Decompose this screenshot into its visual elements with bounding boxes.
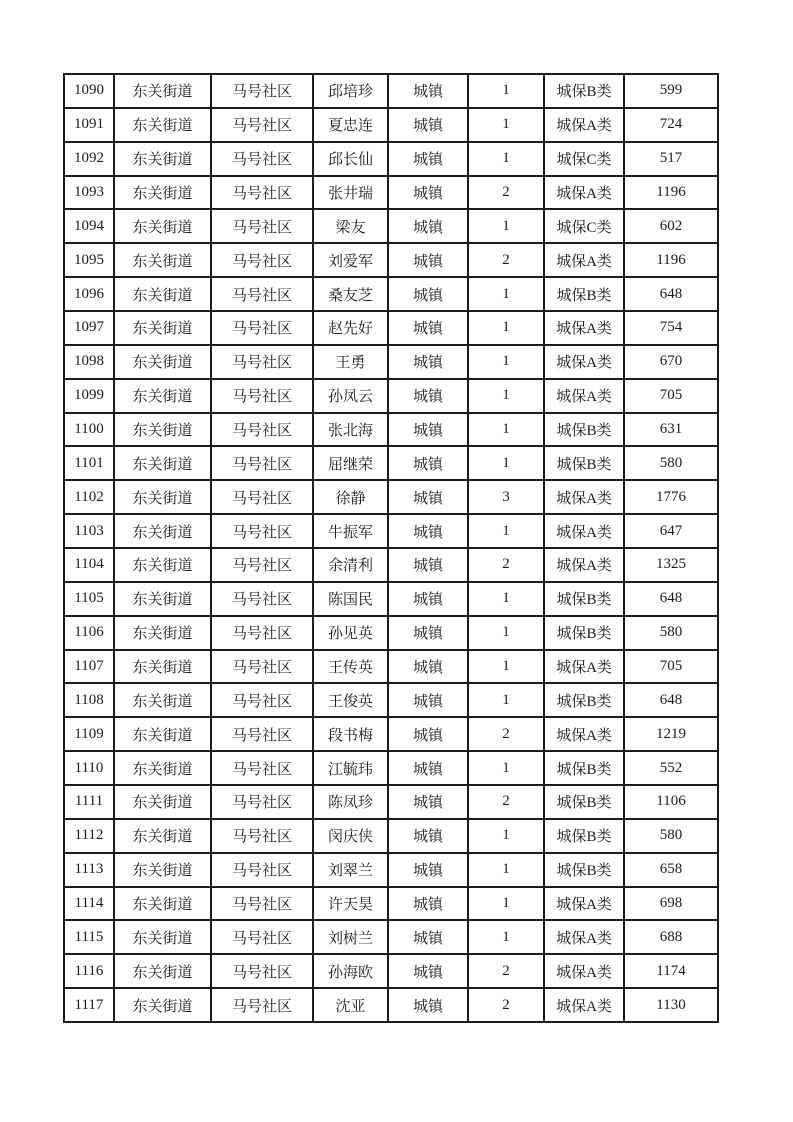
cell-residence-type: 城镇 [388,413,468,447]
cell-row-number: 1099 [64,379,114,413]
cell-amount: 517 [624,142,718,176]
cell-community: 马号社区 [211,650,313,684]
cell-person-name: 王勇 [313,345,388,379]
cell-amount: 648 [624,582,718,616]
table-row [64,108,718,142]
cell-street: 东关街道 [114,311,211,345]
cell-insurance-category: 城保B类 [544,853,624,887]
cell-row-number: 1114 [64,887,114,921]
cell-household-count: 1 [468,74,544,108]
cell-row-number: 1104 [64,548,114,582]
cell-household-count: 3 [468,480,544,514]
cell-insurance-category: 城保B类 [544,413,624,447]
cell-amount: 648 [624,277,718,311]
cell-street: 东关街道 [114,751,211,785]
cell-insurance-category: 城保A类 [544,379,624,413]
cell-community: 马号社区 [211,514,313,548]
cell-row-number: 1115 [64,920,114,954]
table-row [64,176,718,210]
table-row [64,582,718,616]
table-row [64,345,718,379]
cell-row-number: 1093 [64,176,114,210]
cell-household-count: 1 [468,277,544,311]
cell-person-name: 孙见英 [313,616,388,650]
cell-person-name: 许天昊 [313,887,388,921]
cell-street: 东关街道 [114,243,211,277]
cell-street: 东关街道 [114,277,211,311]
cell-street: 东关街道 [114,142,211,176]
cell-community: 马号社区 [211,176,313,210]
table-row [64,954,718,988]
cell-amount: 1776 [624,480,718,514]
cell-household-count: 1 [468,413,544,447]
cell-row-number: 1095 [64,243,114,277]
cell-row-number: 1116 [64,954,114,988]
cell-insurance-category: 城保B类 [544,74,624,108]
cell-community: 马号社区 [211,920,313,954]
cell-person-name: 邱长仙 [313,142,388,176]
cell-insurance-category: 城保A类 [544,345,624,379]
cell-person-name: 沈亚 [313,988,388,1022]
table-row [64,209,718,243]
table-row [64,514,718,548]
table-row [64,819,718,853]
cell-household-count: 2 [468,548,544,582]
cell-household-count: 1 [468,345,544,379]
cell-person-name: 孙海欧 [313,954,388,988]
cell-residence-type: 城镇 [388,446,468,480]
cell-household-count: 1 [468,751,544,785]
cell-street: 东关街道 [114,108,211,142]
cell-residence-type: 城镇 [388,480,468,514]
cell-row-number: 1107 [64,650,114,684]
cell-community: 马号社区 [211,548,313,582]
cell-amount: 1174 [624,954,718,988]
cell-community: 马号社区 [211,108,313,142]
cell-residence-type: 城镇 [388,209,468,243]
cell-person-name: 王传英 [313,650,388,684]
cell-amount: 647 [624,514,718,548]
cell-household-count: 1 [468,920,544,954]
cell-person-name: 刘爱军 [313,243,388,277]
table-row [64,548,718,582]
cell-household-count: 2 [468,954,544,988]
cell-household-count: 2 [468,717,544,751]
cell-community: 马号社区 [211,74,313,108]
cell-household-count: 1 [468,108,544,142]
cell-row-number: 1105 [64,582,114,616]
cell-community: 马号社区 [211,277,313,311]
table-row [64,142,718,176]
cell-person-name: 王俊英 [313,683,388,717]
table-row [64,446,718,480]
cell-residence-type: 城镇 [388,920,468,954]
cell-street: 东关街道 [114,683,211,717]
table-row [64,413,718,447]
cell-residence-type: 城镇 [388,785,468,819]
cell-row-number: 1106 [64,616,114,650]
cell-residence-type: 城镇 [388,345,468,379]
cell-insurance-category: 城保B类 [544,785,624,819]
cell-street: 东关街道 [114,345,211,379]
cell-amount: 599 [624,74,718,108]
cell-residence-type: 城镇 [388,548,468,582]
cell-residence-type: 城镇 [388,954,468,988]
cell-insurance-category: 城保A类 [544,920,624,954]
cell-row-number: 1111 [64,785,114,819]
table-row [64,920,718,954]
cell-insurance-category: 城保A类 [544,988,624,1022]
cell-street: 东关街道 [114,853,211,887]
table-row [64,717,718,751]
cell-insurance-category: 城保A类 [544,717,624,751]
cell-row-number: 1117 [64,988,114,1022]
cell-person-name: 屈继荣 [313,446,388,480]
cell-street: 东关街道 [114,717,211,751]
cell-household-count: 1 [468,683,544,717]
welfare-table [63,73,719,1023]
cell-row-number: 1096 [64,277,114,311]
cell-household-count: 2 [468,785,544,819]
cell-residence-type: 城镇 [388,683,468,717]
cell-amount: 1196 [624,243,718,277]
cell-residence-type: 城镇 [388,176,468,210]
cell-row-number: 1091 [64,108,114,142]
table-row [64,74,718,108]
table-row [64,887,718,921]
cell-household-count: 2 [468,988,544,1022]
cell-residence-type: 城镇 [388,142,468,176]
cell-amount: 1130 [624,988,718,1022]
cell-community: 马号社区 [211,954,313,988]
cell-community: 马号社区 [211,582,313,616]
cell-amount: 602 [624,209,718,243]
cell-residence-type: 城镇 [388,582,468,616]
cell-household-count: 2 [468,176,544,210]
cell-household-count: 1 [468,379,544,413]
cell-insurance-category: 城保A类 [544,108,624,142]
cell-residence-type: 城镇 [388,988,468,1022]
cell-person-name: 刘翠兰 [313,853,388,887]
cell-person-name: 赵先好 [313,311,388,345]
cell-street: 东关街道 [114,413,211,447]
cell-row-number: 1100 [64,413,114,447]
cell-row-number: 1109 [64,717,114,751]
cell-household-count: 1 [468,887,544,921]
cell-insurance-category: 城保B类 [544,751,624,785]
cell-street: 东关街道 [114,785,211,819]
cell-residence-type: 城镇 [388,379,468,413]
cell-residence-type: 城镇 [388,717,468,751]
cell-insurance-category: 城保A类 [544,954,624,988]
cell-insurance-category: 城保A类 [544,650,624,684]
cell-person-name: 余清利 [313,548,388,582]
cell-street: 东关街道 [114,446,211,480]
cell-community: 马号社区 [211,988,313,1022]
cell-street: 东关街道 [114,480,211,514]
cell-residence-type: 城镇 [388,108,468,142]
cell-household-count: 1 [468,819,544,853]
cell-household-count: 1 [468,650,544,684]
cell-insurance-category: 城保C类 [544,142,624,176]
cell-person-name: 夏忠连 [313,108,388,142]
cell-person-name: 孙凤云 [313,379,388,413]
cell-street: 东关街道 [114,650,211,684]
cell-row-number: 1102 [64,480,114,514]
cell-amount: 658 [624,853,718,887]
cell-amount: 631 [624,413,718,447]
cell-row-number: 1103 [64,514,114,548]
table-row [64,853,718,887]
cell-row-number: 1113 [64,853,114,887]
table-row [64,616,718,650]
cell-community: 马号社区 [211,142,313,176]
table-row [64,988,718,1022]
table-row [64,277,718,311]
cell-residence-type: 城镇 [388,751,468,785]
cell-amount: 754 [624,311,718,345]
cell-row-number: 1097 [64,311,114,345]
cell-residence-type: 城镇 [388,616,468,650]
cell-insurance-category: 城保B类 [544,819,624,853]
cell-amount: 688 [624,920,718,954]
cell-street: 东关街道 [114,209,211,243]
cell-street: 东关街道 [114,887,211,921]
cell-community: 马号社区 [211,379,313,413]
cell-community: 马号社区 [211,616,313,650]
table-row [64,683,718,717]
cell-row-number: 1094 [64,209,114,243]
cell-insurance-category: 城保A类 [544,887,624,921]
cell-community: 马号社区 [211,209,313,243]
cell-insurance-category: 城保B类 [544,683,624,717]
cell-insurance-category: 城保A类 [544,311,624,345]
cell-amount: 1196 [624,176,718,210]
cell-person-name: 徐静 [313,480,388,514]
cell-household-count: 2 [468,243,544,277]
cell-community: 马号社区 [211,311,313,345]
cell-household-count: 1 [468,446,544,480]
cell-street: 东关街道 [114,514,211,548]
cell-household-count: 1 [468,582,544,616]
cell-person-name: 张井瑞 [313,176,388,210]
cell-insurance-category: 城保C类 [544,209,624,243]
cell-amount: 705 [624,650,718,684]
cell-person-name: 闵庆侠 [313,819,388,853]
cell-residence-type: 城镇 [388,853,468,887]
cell-community: 马号社区 [211,717,313,751]
cell-person-name: 段书梅 [313,717,388,751]
cell-amount: 580 [624,819,718,853]
cell-person-name: 邱培珍 [313,74,388,108]
table-row [64,785,718,819]
table-row [64,650,718,684]
cell-insurance-category: 城保B类 [544,616,624,650]
cell-row-number: 1101 [64,446,114,480]
cell-residence-type: 城镇 [388,819,468,853]
cell-residence-type: 城镇 [388,74,468,108]
cell-residence-type: 城镇 [388,277,468,311]
cell-row-number: 1098 [64,345,114,379]
cell-insurance-category: 城保B类 [544,446,624,480]
cell-row-number: 1112 [64,819,114,853]
cell-residence-type: 城镇 [388,514,468,548]
cell-row-number: 1110 [64,751,114,785]
cell-household-count: 1 [468,209,544,243]
table-row [64,311,718,345]
table-body [64,74,718,1022]
cell-insurance-category: 城保A类 [544,176,624,210]
table-row [64,751,718,785]
table-row [64,480,718,514]
cell-household-count: 1 [468,616,544,650]
cell-street: 东关街道 [114,74,211,108]
cell-person-name: 刘树兰 [313,920,388,954]
cell-street: 东关街道 [114,988,211,1022]
cell-household-count: 1 [468,142,544,176]
cell-insurance-category: 城保A类 [544,514,624,548]
cell-insurance-category: 城保B类 [544,277,624,311]
cell-street: 东关街道 [114,920,211,954]
cell-community: 马号社区 [211,785,313,819]
cell-community: 马号社区 [211,413,313,447]
cell-amount: 670 [624,345,718,379]
cell-household-count: 1 [468,853,544,887]
cell-community: 马号社区 [211,819,313,853]
cell-street: 东关街道 [114,176,211,210]
cell-insurance-category: 城保A类 [544,480,624,514]
cell-person-name: 张北海 [313,413,388,447]
cell-street: 东关街道 [114,548,211,582]
cell-community: 马号社区 [211,446,313,480]
cell-amount: 648 [624,683,718,717]
cell-community: 马号社区 [211,751,313,785]
cell-community: 马号社区 [211,345,313,379]
cell-street: 东关街道 [114,819,211,853]
cell-amount: 698 [624,887,718,921]
cell-residence-type: 城镇 [388,243,468,277]
cell-row-number: 1092 [64,142,114,176]
cell-person-name: 牛振军 [313,514,388,548]
cell-amount: 552 [624,751,718,785]
cell-street: 东关街道 [114,616,211,650]
cell-community: 马号社区 [211,683,313,717]
cell-community: 马号社区 [211,853,313,887]
cell-amount: 1325 [624,548,718,582]
cell-amount: 1106 [624,785,718,819]
cell-person-name: 陈凤珍 [313,785,388,819]
cell-person-name: 梁友 [313,209,388,243]
cell-residence-type: 城镇 [388,887,468,921]
cell-amount: 705 [624,379,718,413]
cell-household-count: 1 [468,311,544,345]
cell-community: 马号社区 [211,887,313,921]
cell-household-count: 1 [468,514,544,548]
cell-amount: 1219 [624,717,718,751]
cell-person-name: 桑友芝 [313,277,388,311]
cell-insurance-category: 城保B类 [544,582,624,616]
table-row [64,379,718,413]
cell-residence-type: 城镇 [388,311,468,345]
cell-amount: 580 [624,616,718,650]
cell-street: 东关街道 [114,582,211,616]
cell-row-number: 1090 [64,74,114,108]
cell-community: 马号社区 [211,480,313,514]
cell-row-number: 1108 [64,683,114,717]
cell-insurance-category: 城保A类 [544,548,624,582]
cell-person-name: 江毓玮 [313,751,388,785]
cell-person-name: 陈国民 [313,582,388,616]
table-row [64,243,718,277]
cell-street: 东关街道 [114,954,211,988]
cell-residence-type: 城镇 [388,650,468,684]
cell-insurance-category: 城保A类 [544,243,624,277]
cell-community: 马号社区 [211,243,313,277]
cell-amount: 724 [624,108,718,142]
cell-amount: 580 [624,446,718,480]
cell-street: 东关街道 [114,379,211,413]
